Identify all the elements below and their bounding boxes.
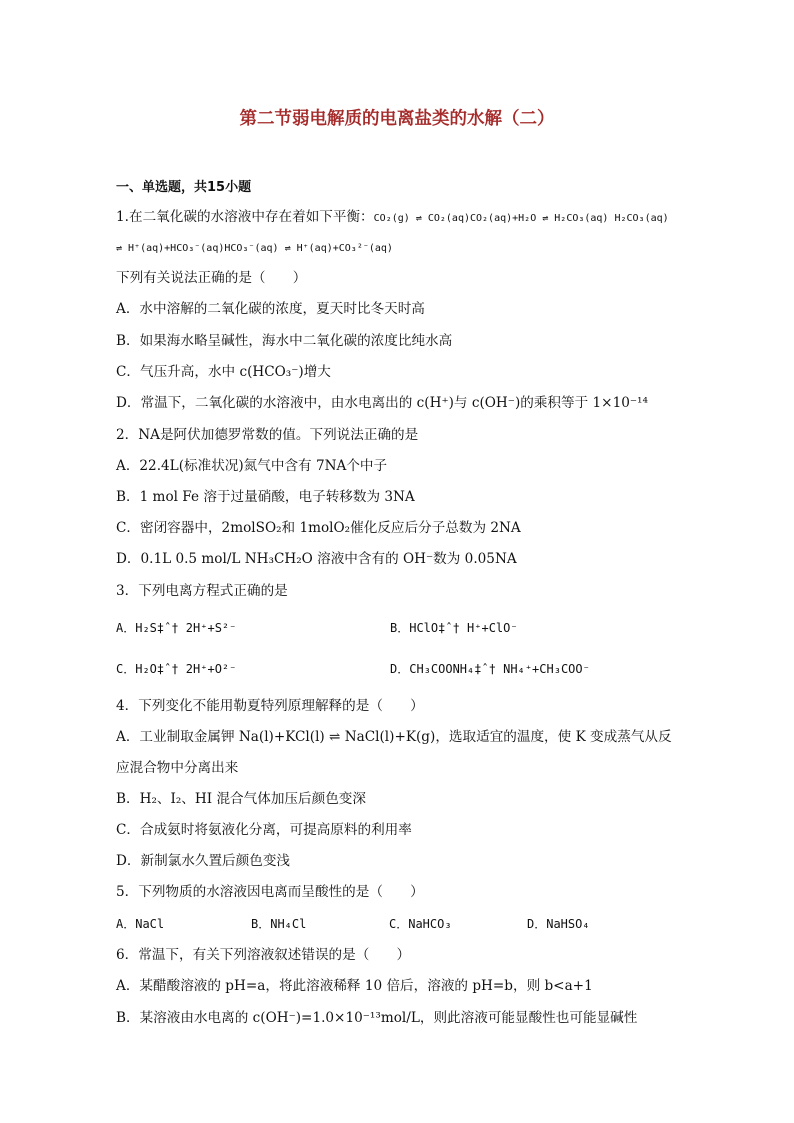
q1-prompt: 下列有关说法正确的是（ ） [116, 270, 307, 286]
q6-stem: 6．常温下，有关下列溶液叙述错误的是（ ） [116, 947, 411, 963]
q2-option-d: D．0.1L 0.5 mol/L NH₃CH₂O 溶液中含有的 OH⁻数为 0.05NA [116, 551, 517, 567]
q6-option-a: A．某醋酸溶液的 pH=a，将此溶液稀释 10 倍后，溶液的 pH=b，则 b<a+1 [116, 978, 593, 994]
q1-option-c: C．气压升高，水中 c(HCO₃⁻)增大 [116, 364, 331, 380]
q1-stem: 1.在二氧化碳的水溶液中存在着如下平衡： [116, 209, 374, 225]
q5-option-d: D．NaHSO₄ [527, 917, 590, 931]
q2-option-b: B．1 mol Fe 溶于过量硝酸，电子转移数为 3NA [116, 489, 415, 505]
q5-option-b: B．NH₄Cl [251, 917, 307, 931]
q4-option-a-line1: A．工业制取金属钾 Na(l)+KCl(l) ⇌ NaCl(l)+K(g)，选取适宜的温度，使 K 变成蒸气从反 [116, 729, 672, 745]
q1-equation-1: CO₂(g) ⇌ CO₂(aq)CO₂(aq)+H₂O ⇌ H₂CO₃(aq) H₂CO₃(aq) [373, 213, 669, 224]
q5-stem: 5．下列物质的水溶液因电离而呈酸性的是（ ） [116, 884, 424, 900]
q2-option-a: A．22.4L(标准状况)氮气中含有 7NA个中子 [116, 458, 388, 474]
q3-stem: 3．下列电离方程式正确的是 [116, 583, 288, 599]
q5-option-a: A．NaCl [116, 917, 165, 931]
q3-option-d: D．CH₃COONH₄‡ˆ† NH₄⁺+CH₃COO⁻ [390, 662, 590, 676]
q1-stem-line [116, 208, 669, 228]
q4-option-a-line2: 应混合物中分离出来 [116, 760, 239, 776]
q4-stem: 4．下列变化不能用勒夏特列原理解释的是（ ） [116, 698, 424, 714]
q1-option-d: D．常温下，二氧化碳的水溶液中，由水电离出的 c(H⁺)与 c(OH⁻)的乘积等于 1×10⁻¹⁴ [116, 395, 648, 411]
q4-option-b: B．H₂、I₂、HI 混合气体加压后颜色变深 [116, 791, 366, 807]
q3-option-b: B．HClO‡ˆ† H⁺+ClO⁻ [390, 621, 518, 635]
q4-option-d: D．新制氯水久置后颜色变浅 [116, 853, 291, 869]
q3-option-a: A．H₂S‡ˆ† 2H⁺+S²⁻ [116, 621, 237, 635]
q2-stem: 2．NA是阿伏加德罗常数的值。下列说法正确的是 [116, 427, 419, 443]
q4-option-c: C．合成氨时将氨液化分离，可提高原料的利用率 [116, 822, 412, 838]
q3-option-c: C．H₂O‡ˆ† 2H⁺+O²⁻ [116, 662, 237, 676]
q1-option-b: B．如果海水略呈碱性，海水中二氧化碳的浓度比纯水高 [116, 333, 453, 349]
section-heading: 一、单选题，共15小题 [116, 180, 252, 195]
page-title: 第二节弱电解质的电离盐类的水解（二） [239, 109, 555, 129]
q2-option-c: C．密闭容器中，2molSO₂和 1molO₂催化反应后分子总数为 2NA [116, 520, 521, 536]
q6-option-b: B．某溶液由水电离的 c(OH⁻)=1.0×10⁻¹³mol/L，则此溶液可能显酸性也可能显碱性 [116, 1010, 638, 1026]
q1-option-a: A．水中溶解的二氧化碳的浓度，夏天时比冬天时高 [116, 301, 425, 317]
q1-equation-2: ⇌ H⁺(aq)+HCO₃⁻(aq)HCO₃⁻(aq) ⇌ H⁺(aq)+CO₃²⁻(aq) [116, 243, 393, 254]
q5-option-c: C．NaHCO₃ [389, 917, 452, 931]
